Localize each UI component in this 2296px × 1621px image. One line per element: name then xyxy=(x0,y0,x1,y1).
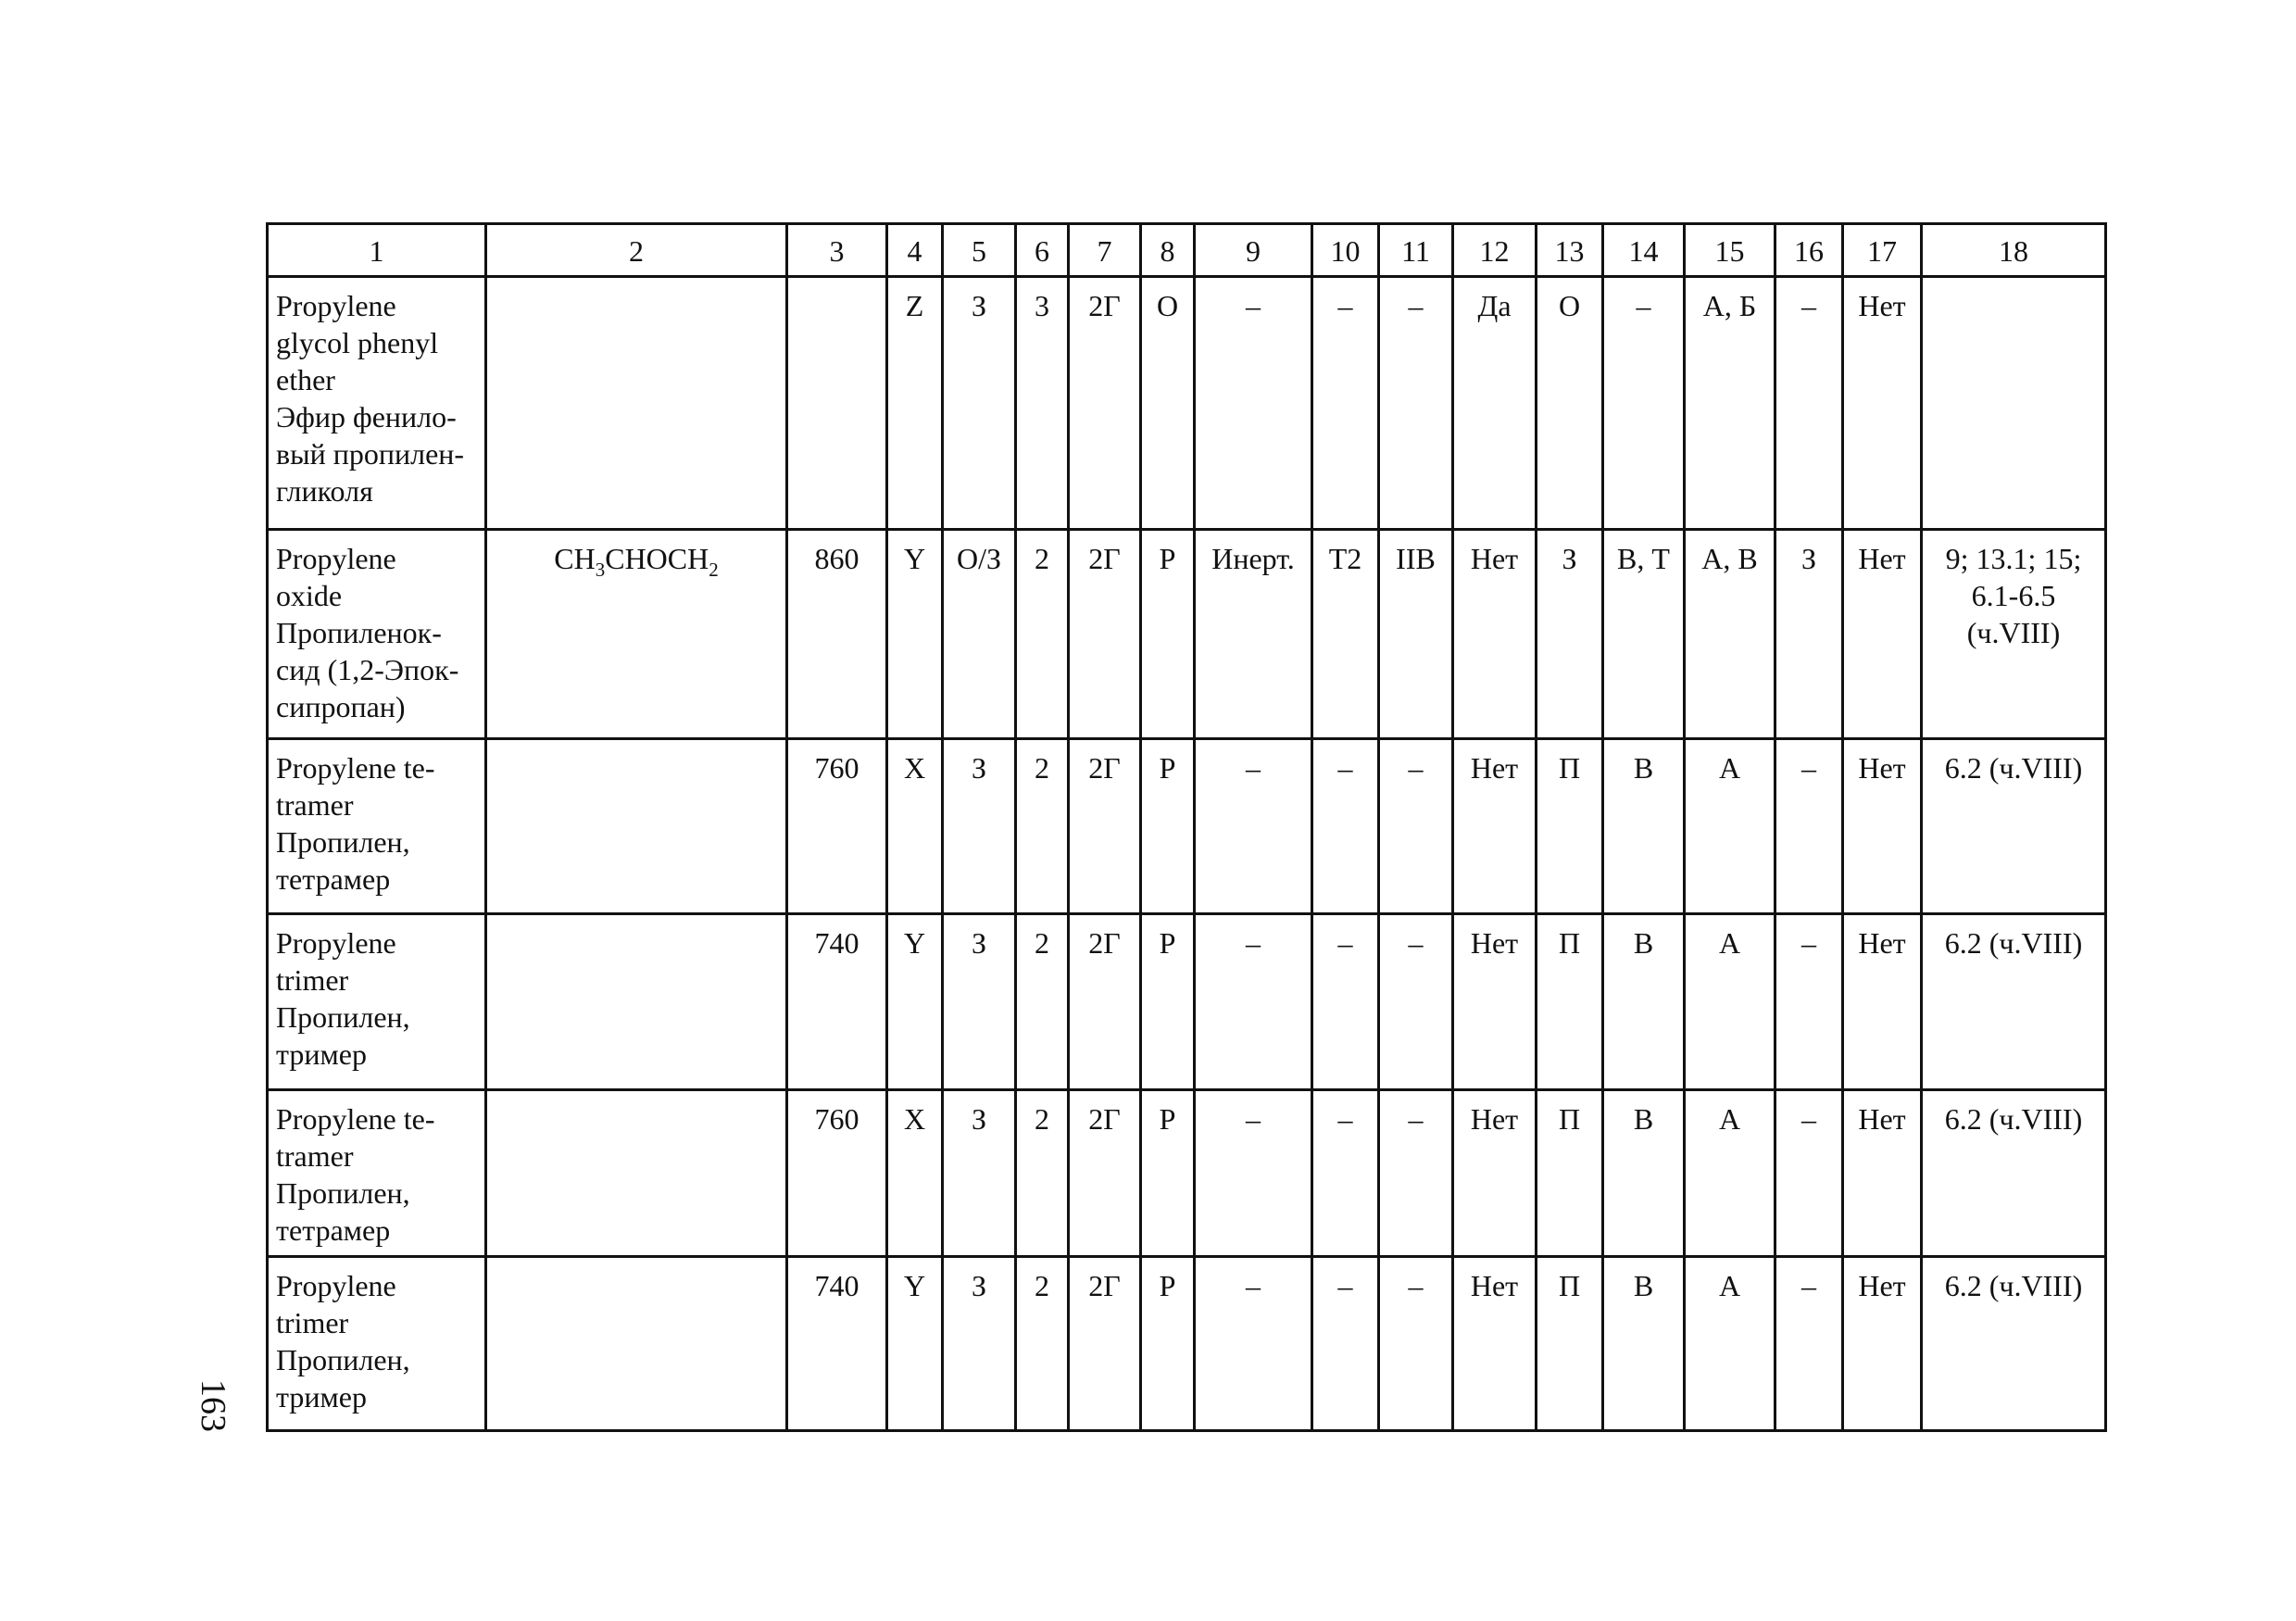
page-number: 163 xyxy=(194,1379,232,1432)
cell-col-13: З xyxy=(1537,530,1603,739)
cell-col-8: Р xyxy=(1141,1257,1195,1431)
cell-col-11: IIB xyxy=(1379,530,1453,739)
cell-col-6: 2 xyxy=(1016,739,1069,914)
cell-col-13: О xyxy=(1537,277,1603,530)
table-row xyxy=(268,1090,2106,1257)
header-row xyxy=(268,224,2106,277)
reference-line: (ч.VIII) xyxy=(1966,616,2061,649)
cell-col-5: З xyxy=(943,277,1016,530)
product-name-cell xyxy=(268,739,486,914)
cell-col-4: Y xyxy=(887,530,943,739)
cell-col-15: А, В xyxy=(1685,530,1775,739)
product-name-line: тример xyxy=(276,1380,367,1414)
cell-col-10: – xyxy=(1312,1090,1379,1257)
product-name-line: тетрамер xyxy=(276,862,391,896)
cell-col-11: – xyxy=(1379,914,1453,1090)
cell-col-10: – xyxy=(1312,914,1379,1090)
product-name-line: тример xyxy=(276,1037,367,1071)
col-header-18: 18 xyxy=(1922,224,2106,277)
cell-col-14: В, Т xyxy=(1603,530,1685,739)
product-name-cell xyxy=(268,530,486,739)
cell-col-6: 3 xyxy=(1016,277,1069,530)
cell-col-16: – xyxy=(1775,1090,1843,1257)
cell-col-12: Нет xyxy=(1453,914,1537,1090)
cell-col-10: – xyxy=(1312,1257,1379,1431)
cell-col-9: – xyxy=(1195,739,1312,914)
cell-col-17: Нет xyxy=(1843,530,1922,739)
col-header-12: 12 xyxy=(1453,224,1537,277)
cell-col-4: Y xyxy=(887,914,943,1090)
reference-line: 6.2 (ч.VIII) xyxy=(1944,1102,2083,1136)
col-header-2: 2 xyxy=(486,224,787,277)
col-header-6: 6 xyxy=(1016,224,1069,277)
product-name-line: Propylene xyxy=(276,542,396,575)
cell-col-10: – xyxy=(1312,739,1379,914)
product-name-line: гликоля xyxy=(276,474,373,508)
product-name-line: ether xyxy=(276,363,335,396)
product-name-line: Эфир фенило- xyxy=(276,400,457,434)
product-name-cell xyxy=(268,1257,486,1431)
cell-col-9: – xyxy=(1195,277,1312,530)
cell-col-15: А xyxy=(1685,1090,1775,1257)
cell-col-15: А, Б xyxy=(1685,277,1775,530)
cell-col-15: А xyxy=(1685,739,1775,914)
cell-col-9: – xyxy=(1195,1257,1312,1431)
cell-col-12: Нет xyxy=(1453,1257,1537,1431)
cell-col-8: Р xyxy=(1141,530,1195,739)
cell-col-5: З xyxy=(943,1257,1016,1431)
formula-part: CH xyxy=(554,542,596,575)
formula-cell xyxy=(486,739,787,914)
cell-col-17: Нет xyxy=(1843,914,1922,1090)
product-name-line: Propylene xyxy=(276,289,396,322)
col-header-17: 17 xyxy=(1843,224,1922,277)
product-name-line: тетрамер xyxy=(276,1213,391,1247)
formula-cell xyxy=(486,914,787,1090)
cell-col-17: Нет xyxy=(1843,739,1922,914)
product-name-line: сид (1,2-Эпок- xyxy=(276,653,459,686)
cell-col-6: 2 xyxy=(1016,1257,1069,1431)
cell-col-12: Нет xyxy=(1453,739,1537,914)
cell-col-5: З xyxy=(943,739,1016,914)
product-name-line: glycol phenyl xyxy=(276,326,439,359)
product-name-line: Пропиленок- xyxy=(276,616,442,649)
formula-subscript: 3 xyxy=(595,559,606,581)
reference-line: 6.1-6.5 xyxy=(1971,579,2056,612)
cell-col-17: Нет xyxy=(1843,277,1922,530)
product-name-cell xyxy=(268,277,486,530)
cell-col-4: Z xyxy=(887,277,943,530)
cell-col-14: В xyxy=(1603,914,1685,1090)
product-name-line: Propylene te- xyxy=(276,1102,435,1136)
product-name-cell xyxy=(268,1090,486,1257)
cell-col-15: А xyxy=(1685,914,1775,1090)
cell-col-9: Инерт. xyxy=(1195,530,1312,739)
cell-col-6: 2 xyxy=(1016,914,1069,1090)
cell-col-5: З xyxy=(943,914,1016,1090)
cell-col-12: Нет xyxy=(1453,1090,1537,1257)
cell-col-16: – xyxy=(1775,277,1843,530)
cell-col-3 xyxy=(787,277,887,530)
col-header-5: 5 xyxy=(943,224,1016,277)
cell-col-12: Да xyxy=(1453,277,1537,530)
cell-col-11: – xyxy=(1379,1257,1453,1431)
cell-col-9: – xyxy=(1195,914,1312,1090)
reference-line: 6.2 (ч.VIII) xyxy=(1944,1269,2083,1302)
reference-cell xyxy=(1922,739,2106,914)
cell-col-8: О xyxy=(1141,277,1195,530)
table-row xyxy=(268,914,2106,1090)
cell-col-7: 2Г xyxy=(1069,277,1141,530)
reference-line: 6.2 (ч.VIII) xyxy=(1944,926,2083,960)
col-header-7: 7 xyxy=(1069,224,1141,277)
formula-part: CHOCH xyxy=(605,542,709,575)
formula-subscript: 2 xyxy=(709,559,719,581)
cell-col-13: П xyxy=(1537,914,1603,1090)
cell-col-12: Нет xyxy=(1453,530,1537,739)
product-name-line: tramer xyxy=(276,788,354,822)
cell-col-7: 2Г xyxy=(1069,1090,1141,1257)
cell-col-3: 760 xyxy=(787,1090,887,1257)
reference-line: 9; 13.1; 15; xyxy=(1945,542,2082,575)
cell-col-16: – xyxy=(1775,739,1843,914)
col-header-14: 14 xyxy=(1603,224,1685,277)
col-header-8: 8 xyxy=(1141,224,1195,277)
cell-col-11: – xyxy=(1379,1090,1453,1257)
product-name-line: сипропан) xyxy=(276,690,406,723)
col-header-16: 16 xyxy=(1775,224,1843,277)
cell-col-10: – xyxy=(1312,277,1379,530)
formula-cell xyxy=(486,530,787,739)
cell-col-7: 2Г xyxy=(1069,914,1141,1090)
product-name-line: Пропилен, xyxy=(276,1343,410,1376)
cell-col-14: В xyxy=(1603,1257,1685,1431)
cell-col-16: – xyxy=(1775,914,1843,1090)
cell-col-4: Y xyxy=(887,1257,943,1431)
cell-col-10: T2 xyxy=(1312,530,1379,739)
cell-col-3: 740 xyxy=(787,914,887,1090)
cargo-table xyxy=(266,222,2107,1432)
cell-col-3: 860 xyxy=(787,530,887,739)
cell-col-7: 2Г xyxy=(1069,1257,1141,1431)
cell-col-3: 760 xyxy=(787,739,887,914)
product-name-line: tramer xyxy=(276,1139,354,1173)
col-header-13: 13 xyxy=(1537,224,1603,277)
col-header-10: 10 xyxy=(1312,224,1379,277)
product-name-line: trimer xyxy=(276,963,349,997)
cell-col-14: – xyxy=(1603,277,1685,530)
reference-line: 6.2 (ч.VIII) xyxy=(1944,751,2083,785)
cell-col-13: П xyxy=(1537,739,1603,914)
cell-col-17: Нет xyxy=(1843,1257,1922,1431)
cell-col-6: 2 xyxy=(1016,530,1069,739)
formula-cell xyxy=(486,1090,787,1257)
cell-col-13: П xyxy=(1537,1257,1603,1431)
cell-col-17: Нет xyxy=(1843,1090,1922,1257)
product-name-line: oxide xyxy=(276,579,343,612)
product-name-line: Propylene xyxy=(276,1269,396,1302)
reference-cell xyxy=(1922,1257,2106,1431)
cell-col-3: 740 xyxy=(787,1257,887,1431)
col-header-3: 3 xyxy=(787,224,887,277)
reference-cell xyxy=(1922,914,2106,1090)
reference-cell xyxy=(1922,530,2106,739)
table-row xyxy=(268,1257,2106,1431)
cell-col-16: З xyxy=(1775,530,1843,739)
product-name-line: Propylene xyxy=(276,926,396,960)
cell-col-8: Р xyxy=(1141,914,1195,1090)
reference-cell xyxy=(1922,1090,2106,1257)
col-header-15: 15 xyxy=(1685,224,1775,277)
cell-col-16: – xyxy=(1775,1257,1843,1431)
table-row xyxy=(268,530,2106,739)
col-header-11: 11 xyxy=(1379,224,1453,277)
formula-cell xyxy=(486,1257,787,1431)
cell-col-8: Р xyxy=(1141,739,1195,914)
cell-col-5: З xyxy=(943,1090,1016,1257)
table-row xyxy=(268,277,2106,530)
product-name-line: Пропилен, xyxy=(276,1000,410,1034)
reference-cell xyxy=(1922,277,2106,530)
product-name-line: trimer xyxy=(276,1306,349,1339)
cell-col-15: А xyxy=(1685,1257,1775,1431)
product-name-cell xyxy=(268,914,486,1090)
cell-col-14: В xyxy=(1603,1090,1685,1257)
cell-col-6: 2 xyxy=(1016,1090,1069,1257)
cell-col-11: – xyxy=(1379,739,1453,914)
col-header-1: 1 xyxy=(268,224,486,277)
col-header-4: 4 xyxy=(887,224,943,277)
cell-col-4: X xyxy=(887,1090,943,1257)
formula-cell xyxy=(486,277,787,530)
table-row xyxy=(268,739,2106,914)
product-name-line: вый пропилен- xyxy=(276,437,465,471)
product-name-line: Propylene te- xyxy=(276,751,435,785)
cell-col-14: В xyxy=(1603,739,1685,914)
cell-col-9: – xyxy=(1195,1090,1312,1257)
cell-col-7: 2Г xyxy=(1069,739,1141,914)
cell-col-13: П xyxy=(1537,1090,1603,1257)
product-name-line: Пропилен, xyxy=(276,1176,410,1210)
col-header-9: 9 xyxy=(1195,224,1312,277)
cell-col-8: Р xyxy=(1141,1090,1195,1257)
cell-col-4: X xyxy=(887,739,943,914)
product-name-line: Пропилен, xyxy=(276,825,410,859)
cell-col-5: О/З xyxy=(943,530,1016,739)
cell-col-11: – xyxy=(1379,277,1453,530)
cell-col-7: 2Г xyxy=(1069,530,1141,739)
